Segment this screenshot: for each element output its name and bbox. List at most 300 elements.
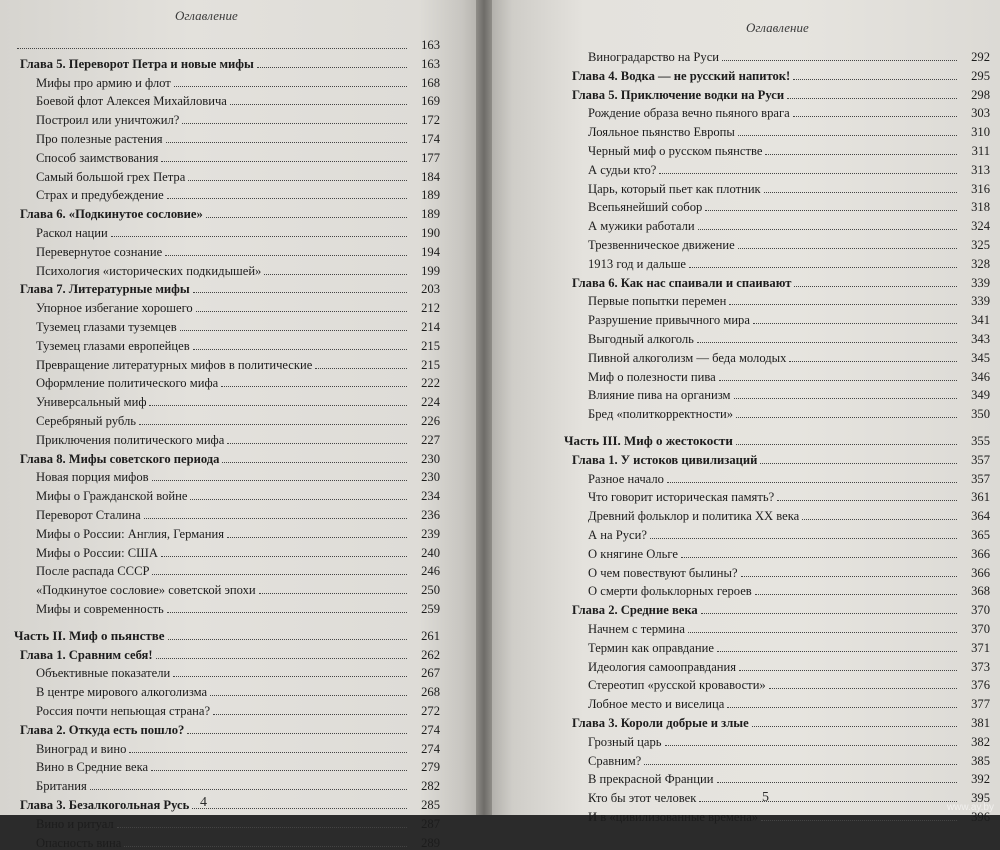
entry-title: Глава 5. Переворот Петра и новые мифы [20,56,254,71]
right-page [492,0,1000,824]
chapter-entry [14,53,440,71]
section-entry [564,656,990,674]
entry-page-number: 222 [421,376,440,391]
section-entry [564,543,990,561]
entry-title: Бред «политкорректности» [588,407,734,422]
entry-title: Сравним? [588,753,642,768]
entry-page-number: 236 [421,508,440,522]
entry-title: Самый большой грех Петра [36,169,186,184]
entry-page-number: 295 [971,68,990,83]
entry-page-number: 310 [971,125,990,140]
dot-leader [149,405,407,406]
dot-leader [230,104,407,105]
entry-page-number: 239 [421,526,440,541]
entry-title: А мужики работали [588,219,695,234]
entry-page-number: 396 [971,810,990,824]
dot-leader [769,688,957,689]
section-entry [564,366,990,384]
entry-page-number: 279 [421,760,440,775]
entry-title: Туземец глазами туземцев [36,320,177,334]
entry-title: Лояльное пьянство Европы [588,125,735,140]
entry-page-number: 262 [421,647,440,662]
entry-page-number: 287 [421,816,440,831]
dot-leader [667,482,957,483]
book-gutter [476,0,492,815]
entry-title: Пивной алкоголизм — беда молодых [588,350,787,365]
chapter-entry [564,84,990,102]
chapter-entry [14,794,440,812]
section-entry [14,109,440,127]
entry-page-number: 366 [971,546,990,561]
dot-leader [738,135,957,136]
entry-page-number: 199 [421,263,440,278]
dot-leader [760,463,957,464]
entry-page-number: 274 [421,741,440,756]
entry-page-number: 318 [971,200,990,215]
section-entry [14,72,440,90]
section-entry [564,290,990,308]
entry-title: Мифы о Гражданской войне [36,489,188,504]
dot-leader [789,361,957,362]
entry-page-number: 371 [971,640,990,655]
entry-title: Вино в Средние века [36,760,149,775]
section-entry [564,468,990,486]
entry-title: Трезвенническое движение [588,238,735,252]
dot-leader [193,292,407,293]
dot-leader [111,236,407,237]
dot-leader [161,161,407,162]
section-entry [14,335,440,353]
entry-title: Рождение образа вечно пьяного врага [588,106,790,121]
section-entry [564,787,990,805]
entry-title: Влияние пива на организм [588,388,731,403]
entry-title: Глава 3. Безалкогольная Русь [20,798,190,812]
entry-title: Идеология самооправдания [588,659,737,674]
entry-title: Мифы о России: Англия, Германия [36,526,224,541]
section-entry [14,485,440,503]
dot-leader [156,658,407,659]
section-entry [564,234,990,252]
section-entry [14,90,440,108]
section-entry [14,354,440,372]
section-entry [14,34,440,52]
section-entry [564,750,990,768]
section-entry [564,731,990,749]
section-entry [14,128,440,146]
chapter-entry [14,203,440,221]
entry-title: Царь, который пьет как плотник [588,181,761,196]
section-entry [564,102,990,120]
dot-leader [190,499,407,500]
section-entry [14,598,440,616]
dot-leader [755,594,957,595]
dot-leader [182,123,407,124]
section-entry [14,372,440,390]
entry-page-number: 250 [421,583,440,598]
entry-page-number: 370 [971,622,990,636]
dot-leader [168,639,407,640]
dot-leader [196,311,407,312]
entry-title: Стереотип «русской кровавости» [588,678,766,693]
running-head: Оглавление [175,8,238,23]
section-entry [564,347,990,365]
section-entry [564,253,990,271]
entry-page-number: 376 [971,678,990,693]
dot-leader [259,593,407,594]
dot-leader [697,342,957,343]
entry-page-number: 214 [421,320,440,334]
entry-page-number: 246 [421,564,440,579]
dot-leader [765,154,957,155]
entry-title: Мифы про армию и флот [36,75,171,90]
entry-title: Виноград и вино [36,741,127,756]
dot-leader [738,248,957,249]
entry-page-number: 234 [421,489,440,504]
entry-title: А судьи кто? [588,162,657,177]
section-entry [564,562,990,580]
section-entry [14,662,440,680]
section-entry [564,46,990,64]
entry-page-number: 230 [421,451,440,466]
entry-title: Упорное избегание хорошего [36,301,193,316]
dot-leader [793,79,957,80]
entry-title: Опасность вина [36,835,122,850]
entry-page-number: 267 [421,666,440,681]
dot-leader [152,480,407,481]
entry-title: О чем повествуют былины? [588,565,738,580]
part-entry [14,625,440,643]
dot-leader [644,764,957,765]
entry-title: Превращение литературных мифов в политические [36,357,313,372]
section-entry [564,806,990,824]
section-entry [14,166,440,184]
entry-title: Глава 1. У истоков цивилизаций [572,452,758,467]
entry-page-number: 341 [971,313,990,328]
entry-title: Черный миф о русском пьянстве [588,144,763,158]
section-entry [564,618,990,636]
section-entry [14,560,440,578]
dot-leader [681,557,957,558]
entry-title: Глава 5. Приключение водки на Руси [572,87,785,102]
entry-title: Универсальный миф [36,395,147,410]
section-entry [14,523,440,541]
entry-title: Что говорит историческая память? [588,490,775,505]
dot-leader [717,651,957,652]
dot-leader [787,98,957,99]
dot-leader [764,192,957,193]
entry-title: Россия почти непьющая страна? [36,704,211,718]
chapter-entry [14,719,440,737]
entry-page-number: 268 [421,685,440,700]
entry-page-number: 303 [971,106,990,121]
section-entry [14,813,440,831]
dot-leader [152,574,407,575]
entry-page-number: 311 [971,144,990,158]
entry-page-number: 292 [971,50,990,64]
entry-title: И в «цивилизованные времена» [588,810,759,824]
dot-leader [753,323,957,324]
entry-page-number: 325 [971,238,990,252]
dot-leader [736,444,957,445]
section-entry [564,215,990,233]
entry-page-number: 190 [421,226,440,240]
entry-title: Глава 6. Как нас спаивали и спаивают [572,275,792,290]
entry-title: Первые попытки перемен [588,294,727,309]
dot-leader [188,180,407,181]
entry-title: Глава 8. Мифы советского периода [20,451,220,466]
section-entry [564,768,990,786]
entry-page-number: 365 [971,528,990,542]
dot-leader [793,116,957,117]
dot-leader [736,417,957,418]
dot-leader [167,612,407,613]
entry-title: 1913 год и дальше [588,256,686,271]
entry-page-number: 313 [971,162,990,177]
entry-title: Британия [36,779,87,794]
entry-page-number: 339 [971,275,990,290]
dot-leader [206,217,407,218]
section-entry [14,504,440,522]
section-entry [564,486,990,504]
entry-title: Разное начало [588,471,664,486]
entry-title: Часть III. Миф о жестокости [564,433,733,448]
section-entry [564,178,990,196]
dot-leader [180,330,407,331]
chapter-entry [564,272,990,290]
dot-leader [221,386,407,387]
section-entry [14,466,440,484]
entry-title: Вино и ритуал [36,816,114,831]
entry-page-number: 215 [421,357,440,372]
dot-leader [315,368,407,369]
chapter-entry [14,448,440,466]
page-number: 4 [200,795,207,810]
dot-leader [227,537,407,538]
dot-leader [165,255,407,256]
dot-leader [722,60,957,61]
entry-title: Грозный царь [588,734,662,749]
dot-leader [227,443,407,444]
section-entry [14,241,440,259]
section-entry [564,384,990,402]
entry-title: В центре мирового алкоголизма [36,685,208,700]
entry-page-number: 184 [421,169,440,184]
entry-page-number: 274 [421,722,440,737]
dot-leader [659,173,957,174]
dot-leader [719,380,957,381]
section-entry [14,391,440,409]
entry-page-number: 168 [421,75,440,90]
entry-page-number: 169 [421,94,440,109]
entry-page-number: 395 [971,791,990,806]
dot-leader [129,752,407,753]
chapter-entry [564,65,990,83]
entry-title: Построил или уничтожил? [36,113,180,128]
entry-page-number: 227 [421,432,440,447]
entry-title: Психология «исторических подкидышей» [36,263,262,278]
entry-title: Глава 6. «Подкинутое сословие» [20,207,203,222]
entry-page-number: 212 [421,301,440,316]
entry-page-number: 364 [971,509,990,524]
dot-leader [90,789,407,790]
chapter-entry [564,599,990,617]
entry-title: После распада СССР [36,564,150,579]
section-entry [14,579,440,597]
entry-title: Миф о полезности пива [588,369,716,384]
section-entry [14,429,440,447]
entry-page-number: 163 [421,38,440,52]
entry-page-number: 377 [971,697,990,712]
entry-page-number: 177 [421,150,440,165]
dot-leader [257,67,407,68]
section-entry [564,403,990,421]
dot-leader [17,48,407,49]
dot-leader [761,820,957,821]
dot-leader [213,714,407,715]
section-entry [14,542,440,560]
dot-leader [139,424,407,425]
dot-leader [689,267,957,268]
entry-page-number: 282 [421,779,440,794]
entry-page-number: 339 [971,294,990,309]
chapter-entry [14,644,440,662]
entry-title: Переворот Сталина [36,508,141,522]
chapter-entry [14,278,440,296]
section-entry [564,159,990,177]
section-entry [14,681,440,699]
entry-page-number: 324 [971,219,990,234]
entry-page-number: 349 [971,388,990,403]
dot-leader [777,500,957,501]
entry-title: Глава 7. Литературные мифы [20,282,190,297]
entry-page-number: 370 [971,603,990,618]
entry-page-number: 381 [971,716,990,730]
entry-title: Часть II. Миф о пьянстве [14,627,165,643]
entry-page-number: 163 [421,56,440,71]
section-entry [14,738,440,756]
entry-title: Мифы и современность [36,602,164,616]
entry-title: Глава 3. Короли добрые и злые [572,716,749,730]
dot-leader [151,770,407,771]
entry-title: А на Руси? [588,528,647,542]
entry-page-number: 203 [421,282,440,297]
dot-leader [741,576,957,577]
entry-page-number: 357 [971,471,990,486]
entry-title: Виноградарство на Руси [588,50,720,64]
entry-page-number: 194 [421,244,440,259]
entry-title: Древний фольклор и политика XX века [588,509,800,524]
section-entry [14,832,440,850]
entry-title: Термин как оправдание [588,640,714,655]
entry-title: Оформление политического мифа [36,376,219,391]
section-entry [14,775,440,793]
section-entry [14,147,440,165]
section-entry [564,637,990,655]
section-entry [564,140,990,158]
dot-leader [124,846,407,847]
entry-title: «Подкинутое сословие» советской эпохи [36,583,256,598]
entry-page-number: 226 [421,414,440,428]
entry-title: Про полезные растения [36,132,163,146]
dot-leader [717,782,958,783]
section-entry [564,693,990,711]
entry-title: Разрушение привычного мира [588,313,750,328]
dot-leader [650,538,957,539]
entry-title: Начнем с термина [588,622,685,636]
section-entry [564,524,990,542]
entry-page-number: 368 [971,584,990,599]
entry-page-number: 174 [421,132,440,146]
dot-leader [161,556,407,557]
entry-page-number: 385 [971,753,990,768]
entry-page-number: 215 [421,338,440,353]
entry-page-number: 346 [971,369,990,384]
entry-title: Боевой флот Алексея Михайловича [36,94,227,109]
entry-title: Приключения политического мифа [36,432,225,447]
entry-title: Мифы о России: США [36,545,158,560]
entry-title: Новая порция мифов [36,470,149,485]
dot-leader [739,670,957,671]
entry-page-number: 366 [971,565,990,580]
entry-title: Серебряный рубль [36,414,136,428]
entry-page-number: 298 [971,87,990,102]
entry-page-number: 224 [421,395,440,410]
entry-title: Туземец глазами европейцев [36,338,190,353]
entry-title: Объективные показатели [36,666,171,681]
dot-leader [699,801,957,802]
dot-leader [222,462,407,463]
entry-title: В прекрасной Франции [588,772,714,787]
section-entry [14,410,440,428]
entry-page-number: 328 [971,256,990,271]
entry-page-number: 345 [971,350,990,365]
entry-page-number: 272 [421,704,440,718]
entry-page-number: 261 [421,628,440,643]
dot-leader [734,398,957,399]
chapter-entry [564,449,990,467]
entry-page-number: 382 [971,734,990,749]
section-entry [564,328,990,346]
entry-page-number: 240 [421,545,440,560]
dot-leader [752,726,957,727]
entry-title: Лобное место и виселица [588,697,725,712]
entry-page-number: 355 [971,434,990,448]
entry-title: О княгине Ольге [588,546,678,561]
entry-title: Страх и предубеждение [36,188,164,203]
dot-leader [187,733,407,734]
entry-title: Глава 4. Водка — не русский напиток! [572,68,791,83]
entry-title: Глава 2. Откуда есть пошло? [20,722,185,737]
entry-page-number: 172 [421,113,440,128]
section-entry [564,674,990,692]
entry-title: Глава 1. Сравним себя! [20,647,153,662]
dot-leader [688,632,957,633]
section-entry [14,260,440,278]
dot-leader [167,198,407,199]
section-entry [564,309,990,327]
dot-leader [727,707,957,708]
entry-page-number: 285 [421,798,440,812]
dot-leader [729,304,957,305]
entry-page-number: 350 [971,407,990,422]
dot-leader [193,349,407,350]
running-head: Оглавление [746,20,809,35]
section-entry [14,184,440,202]
entry-title: О смерти фольклорных героев [588,584,752,599]
entry-page-number: 316 [971,181,990,196]
part-entry [564,430,990,448]
section-entry [564,505,990,523]
